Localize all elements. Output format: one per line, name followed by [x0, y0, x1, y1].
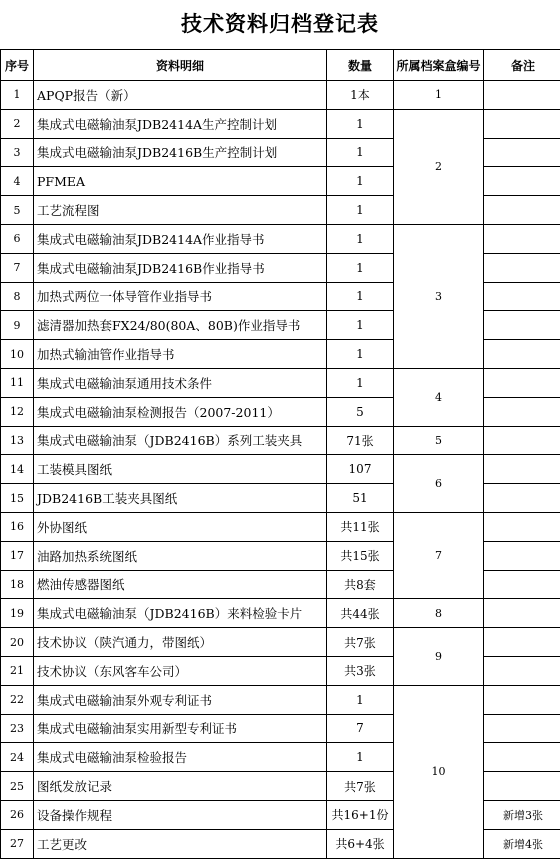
header-note: 备注 — [484, 50, 560, 81]
row-seq: 18 — [1, 570, 34, 599]
row-seq: 16 — [1, 512, 34, 541]
row-qty: 共7张 — [327, 772, 394, 801]
row-item: 设备操作规程 — [34, 800, 327, 829]
header-box: 所属档案盒编号 — [394, 50, 484, 81]
row-qty: 共15张 — [327, 541, 394, 570]
row-note — [484, 656, 560, 685]
row-seq: 23 — [1, 714, 34, 743]
row-note — [484, 628, 560, 657]
table-row — [1, 109, 560, 138]
row-seq: 25 — [1, 772, 34, 801]
row-seq: 7 — [1, 253, 34, 282]
row-note — [484, 109, 560, 138]
row-item: 集成式电磁输油泵检测报告（2007-2011） — [34, 397, 327, 426]
row-seq: 20 — [1, 628, 34, 657]
row-seq: 24 — [1, 743, 34, 772]
row-qty: 1 — [327, 138, 394, 167]
row-note — [484, 455, 560, 484]
row-item: 加热式输油管作业指导书 — [34, 340, 327, 369]
row-item: 技术协议（陕汽通力，带图纸） — [34, 628, 327, 657]
row-seq: 19 — [1, 599, 34, 628]
row-box-number: 10 — [394, 685, 484, 858]
row-seq: 11 — [1, 368, 34, 397]
row-seq: 15 — [1, 484, 34, 513]
table-row — [1, 368, 560, 397]
row-item: 油路加热系统图纸 — [34, 541, 327, 570]
row-seq: 5 — [1, 196, 34, 225]
row-item: APQP报告（新） — [34, 81, 327, 110]
row-note — [484, 685, 560, 714]
row-box-number: 4 — [394, 368, 484, 426]
row-note — [484, 311, 560, 340]
row-note: 新增4张 — [484, 829, 560, 858]
row-note — [484, 426, 560, 455]
row-item: 集成式电磁输油泵外观专利证书 — [34, 685, 327, 714]
row-qty: 共16+1份 — [327, 800, 394, 829]
header-seq: 序号 — [1, 50, 34, 81]
row-seq: 6 — [1, 224, 34, 253]
header-item: 资料明细 — [34, 50, 327, 81]
row-qty: 共7张 — [327, 628, 394, 657]
row-item: 集成式电磁输油泵JDB2416B生产控制计划 — [34, 138, 327, 167]
table-row — [1, 224, 560, 253]
row-note — [484, 368, 560, 397]
row-item: 燃油传感器图纸 — [34, 570, 327, 599]
table-row — [1, 599, 560, 628]
row-note — [484, 484, 560, 513]
row-qty: 共11张 — [327, 512, 394, 541]
row-note — [484, 138, 560, 167]
row-item: JDB2416B工装夹具图纸 — [34, 484, 327, 513]
row-note — [484, 743, 560, 772]
row-box-number: 3 — [394, 224, 484, 368]
row-item: 工装模具图纸 — [34, 455, 327, 484]
row-item: 图纸发放记录 — [34, 772, 327, 801]
row-qty: 1本 — [327, 81, 394, 110]
row-qty: 1 — [327, 109, 394, 138]
row-qty: 1 — [327, 368, 394, 397]
table-body — [1, 81, 560, 859]
row-qty: 7 — [327, 714, 394, 743]
row-qty: 共6+4张 — [327, 829, 394, 858]
row-seq: 9 — [1, 311, 34, 340]
row-qty: 1 — [327, 311, 394, 340]
row-qty: 共3张 — [327, 656, 394, 685]
row-note — [484, 541, 560, 570]
row-note — [484, 282, 560, 311]
row-seq: 3 — [1, 138, 34, 167]
row-note — [484, 570, 560, 599]
row-qty: 71张 — [327, 426, 394, 455]
row-item: 集成式电磁输油泵实用新型专利证书 — [34, 714, 327, 743]
row-qty: 1 — [327, 282, 394, 311]
row-item: 集成式电磁输油泵（JDB2416B）系列工装夹具 — [34, 426, 327, 455]
row-item: 工艺流程图 — [34, 196, 327, 225]
row-note — [484, 81, 560, 110]
row-qty: 共8套 — [327, 570, 394, 599]
row-seq: 4 — [1, 167, 34, 196]
row-note — [484, 599, 560, 628]
row-box-number: 7 — [394, 512, 484, 598]
row-item: 集成式电磁输油泵通用技术条件 — [34, 368, 327, 397]
row-note — [484, 714, 560, 743]
row-seq: 12 — [1, 397, 34, 426]
page-title: 技术资料归档登记表 — [0, 8, 560, 38]
row-note — [484, 772, 560, 801]
row-item: 集成式电磁输油泵（JDB2416B）来料检验卡片 — [34, 599, 327, 628]
row-item: 集成式电磁输油泵JDB2414A生产控制计划 — [34, 109, 327, 138]
row-seq: 17 — [1, 541, 34, 570]
row-item: PFMEA — [34, 167, 327, 196]
row-box-number: 5 — [394, 426, 484, 455]
row-seq: 10 — [1, 340, 34, 369]
row-qty: 共44张 — [327, 599, 394, 628]
row-seq: 26 — [1, 800, 34, 829]
row-item: 集成式电磁输油泵检验报告 — [34, 743, 327, 772]
row-item: 集成式电磁输油泵JDB2414A作业指导书 — [34, 224, 327, 253]
row-note — [484, 340, 560, 369]
row-note: 新增3张 — [484, 800, 560, 829]
row-qty: 1 — [327, 743, 394, 772]
row-qty: 1 — [327, 685, 394, 714]
table-row — [1, 455, 560, 484]
row-note — [484, 397, 560, 426]
table-row — [1, 685, 560, 714]
row-box-number: 8 — [394, 599, 484, 628]
row-box-number: 6 — [394, 455, 484, 513]
row-seq: 8 — [1, 282, 34, 311]
table-row — [1, 81, 560, 110]
row-item: 工艺更改 — [34, 829, 327, 858]
row-seq: 2 — [1, 109, 34, 138]
row-seq: 22 — [1, 685, 34, 714]
row-seq: 1 — [1, 81, 34, 110]
row-qty: 1 — [327, 224, 394, 253]
row-qty: 1 — [327, 340, 394, 369]
row-item: 加热式两位一体导管作业指导书 — [34, 282, 327, 311]
row-note — [484, 196, 560, 225]
header-row — [1, 50, 560, 81]
row-note — [484, 167, 560, 196]
row-qty: 107 — [327, 455, 394, 484]
archive-register-table — [0, 49, 560, 859]
row-note — [484, 512, 560, 541]
row-note — [484, 224, 560, 253]
row-item: 外协图纸 — [34, 512, 327, 541]
row-note — [484, 253, 560, 282]
row-qty: 1 — [327, 167, 394, 196]
row-box-number: 1 — [394, 81, 484, 110]
row-qty: 5 — [327, 397, 394, 426]
row-item: 技术协议（东风客车公司） — [34, 656, 327, 685]
row-qty: 1 — [327, 196, 394, 225]
row-qty: 51 — [327, 484, 394, 513]
header-qty: 数量 — [327, 50, 394, 81]
table-row — [1, 628, 560, 657]
row-seq: 13 — [1, 426, 34, 455]
row-item: 集成式电磁输油泵JDB2416B作业指导书 — [34, 253, 327, 282]
table-row — [1, 426, 560, 455]
row-seq: 27 — [1, 829, 34, 858]
row-qty: 1 — [327, 253, 394, 282]
row-seq: 21 — [1, 656, 34, 685]
table-row — [1, 512, 560, 541]
row-item: 滤清器加热套FX24/80(80A、80B)作业指导书 — [34, 311, 327, 340]
row-seq: 14 — [1, 455, 34, 484]
row-box-number: 9 — [394, 628, 484, 686]
row-box-number: 2 — [394, 109, 484, 224]
